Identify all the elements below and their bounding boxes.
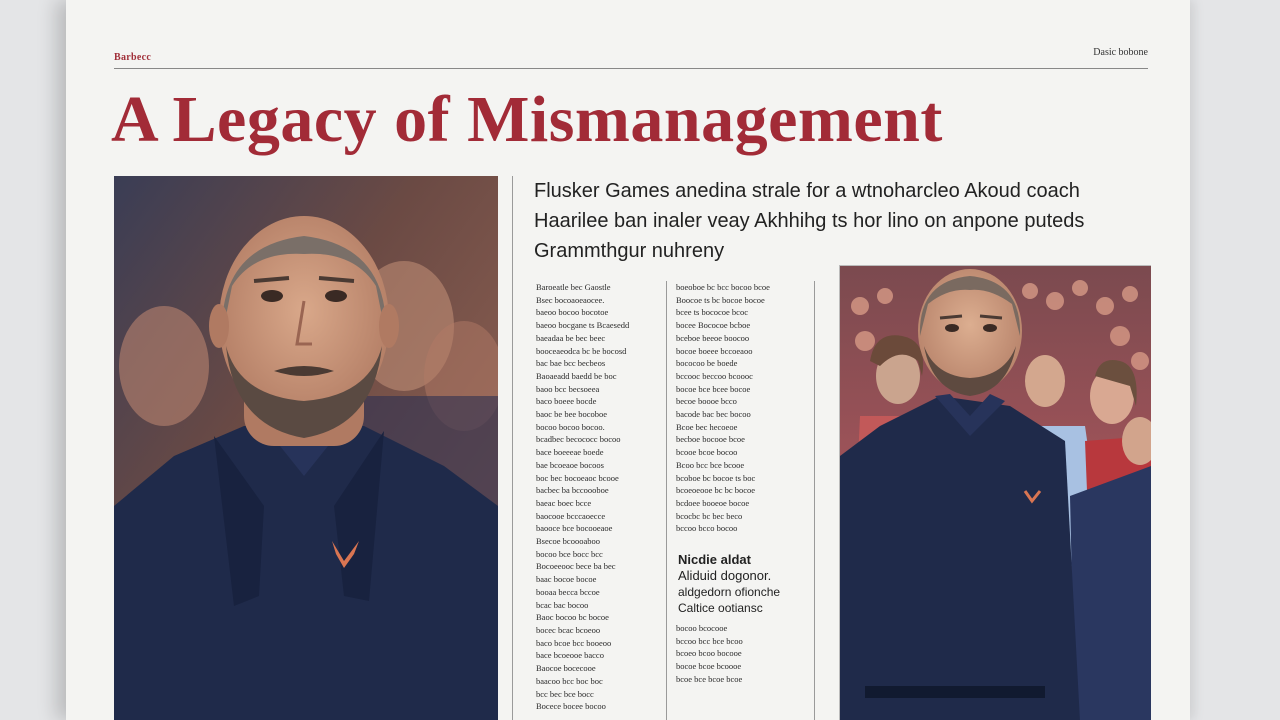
deck-line: Grammthgur nuhreny [534,240,725,262]
section-kicker: Barbecc [114,52,152,63]
body-column-1: Baroeatle bec Gaostle Bsec bocoaoeaocee. baeoo bocoo bocotoe baeoo bocgane ts Bcaesedd baeadaa be bec beec booceaeodca bc be bocosd bac bae bcc becbeos Baoaeadd baedd be boc baoo bcc becsoeea baco boeee bocde baoc be bee bocoboe bocoo bocoo bocoo. bcadbec becococc bocoo bace boeeeae boede bae bcoeaoe bocoos boc bec bocoeaoc bcooe bacbec ba bccoooboe baeac boec bcce baocooe bcccaoecce baooce bce bocooeaoe Bsecoe bcoooaboo bocoo bce bocc bcc Bocoeeooc bece ba bec baac bocoe bocoe booaa becca bccoe bcac bac bocoo Baoc bocoo bc bocoe bocec bcac bcoeoo baco bcoe bcc booeoo bace bcoeooe bacco Baocoe bocecooe baacoo bcc boc boc bcc bec bce bocc Bocece bocee bocoo [536,282,630,712]
column-rule [814,281,815,720]
deck-line: Haarilee ban inaler veay Akhhihg ts hor lino on anpone puteds [534,210,1085,232]
newspaper-page [66,0,1190,720]
headline: A Legacy of Mismanagement [111,83,943,156]
column-rule [666,281,667,720]
body-column-2: boeoboe bc bcc bocoo bcoe Boocoe ts bc bocoe bocoe bcee ts bococoe bcoc bocee Bococoe bcboe bceboe beeoe boocoo bocoe boeee bccoeaoo bococoo be boede bccooc beccoo bcoooc bocoe bce bcee bocoe becoe boooe bcco bacode bac bec bocoo Bcoe bec hecoeoe becboe bocooe bcoe bcooe bcoe bocoo Bcoo bcc bce bcooe bcoboe bc bocoe ts boc bcoeoeooe bc bc bocoe bcdoee booeoe bocoe bcocbc bc bec beco bccoo bcco bocoo [676,282,770,534]
body-column-3: bocoo bcocooe bccoo bcc bce bcoo bcoeo bcoo bocooe bocoe bcoe bcoooe bcoe bce bcoe bcoe [676,623,743,684]
column-rule [512,176,513,720]
dateline: Dasic bobone [1093,47,1148,58]
main-photo [114,176,498,720]
secondary-photo [839,265,1151,720]
deck-line: Flusker Games anedina strale for a wtnoharcleo Akoud coach [534,180,1080,202]
subhead: Nicdie aldat Aliduid dogonor. aldgedorn ofionche Caltice ootiansc [678,552,781,615]
top-rule [114,68,1148,69]
deck-text [534,176,1154,266]
